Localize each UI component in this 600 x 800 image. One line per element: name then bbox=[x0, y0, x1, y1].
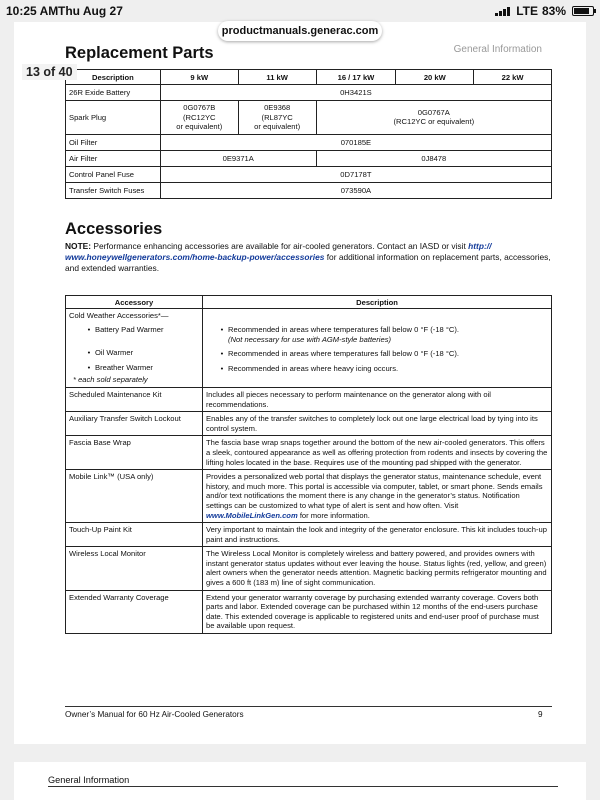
col-header: Accessory bbox=[66, 296, 203, 309]
battery-icon bbox=[572, 6, 594, 16]
next-page-divider bbox=[48, 786, 558, 787]
page-section-header: General Information bbox=[453, 44, 542, 55]
signal-icon bbox=[495, 6, 510, 16]
row-label: Transfer Switch Fuses bbox=[66, 182, 161, 198]
bullet-icon: • bbox=[87, 324, 91, 334]
col-header: Description bbox=[203, 296, 552, 309]
mobile-link-url[interactable]: www.MobileLinkGen.com bbox=[206, 510, 298, 520]
table-row bbox=[66, 387, 552, 411]
replacement-parts-heading: Replacement Parts bbox=[65, 44, 214, 62]
bullet-icon: • bbox=[220, 363, 224, 373]
part-number: 073590A bbox=[160, 182, 551, 198]
accessory-description bbox=[203, 470, 552, 523]
replacement-parts-table bbox=[65, 69, 552, 199]
table-header-row bbox=[66, 70, 552, 85]
col-header: 11 kW bbox=[238, 70, 316, 85]
note-label: NOTE: bbox=[65, 241, 92, 251]
part-code: 0E9368 bbox=[264, 103, 291, 112]
part-number bbox=[238, 101, 316, 135]
row-label: Control Panel Fuse bbox=[66, 166, 161, 182]
part-equivalent: (RC12YC or equivalent) bbox=[393, 117, 475, 127]
list-item: • Recommended in areas where temperatures fall below 0 °F (-18 °C). bbox=[206, 349, 548, 359]
accessory-name: Extended Warranty Coverage bbox=[66, 590, 203, 633]
accessories-note bbox=[65, 241, 555, 275]
accessory-name: Touch-Up Paint Kit bbox=[66, 523, 203, 547]
accessory-description: Very important to maintain the look and integrity of the generator enclosure. This kit includes touch-up paint and instructions. bbox=[203, 523, 552, 547]
list-item: • Battery Pad Warmer bbox=[69, 325, 199, 335]
list-item: • Recommended in areas where heavy icing occurs. bbox=[206, 364, 548, 374]
list-item: • Recommended in areas where temperatures fall below 0 °F (-18 °C). bbox=[206, 325, 548, 335]
accessories-link[interactable]: www.honeywellgenerators.com/home-backup-power/accessories bbox=[65, 252, 325, 263]
col-header: 22 kW bbox=[474, 70, 552, 85]
description-text: Provides a personalized web portal that displays the generator status, maintenance schedule, event history, and much more. This portal is accessible via computer, tablet, or smart phone. Sends emails and/or text notifications the moment there is any change in the generator’s status. Notification settings can be customized to what type of alert is sent and how often. Visit bbox=[206, 472, 543, 510]
desc-note: (Not necessary for use with AGM-style batteries) bbox=[228, 334, 392, 344]
list-item: • Breather Warmer bbox=[69, 363, 199, 373]
table-row bbox=[66, 309, 552, 388]
bullet-icon: • bbox=[220, 349, 224, 359]
network-label: LTE bbox=[516, 4, 538, 18]
accessory-name: Scheduled Maintenance Kit bbox=[66, 387, 203, 411]
status-bar bbox=[0, 0, 600, 22]
accessory-name: Wireless Local Monitor bbox=[66, 547, 203, 590]
accessory-name bbox=[66, 309, 203, 388]
status-time: 10:25 AM bbox=[6, 4, 59, 18]
footnote: * each sold separately bbox=[73, 375, 148, 385]
status-date: Thu Aug 27 bbox=[58, 4, 123, 18]
row-label: 26R Exide Battery bbox=[66, 85, 161, 101]
table-row bbox=[66, 470, 552, 523]
part-number: 0H3421S bbox=[160, 85, 551, 101]
row-label: Air Filter bbox=[66, 150, 161, 166]
table-row bbox=[66, 166, 552, 182]
footer-manual-title: Owner’s Manual for 60 Hz Air-Cooled Generators bbox=[65, 710, 244, 719]
accessories-link[interactable]: http:// bbox=[468, 241, 492, 251]
cold-weather-label: Cold Weather Accessories*— bbox=[69, 311, 169, 320]
part-number: 0D7178T bbox=[160, 166, 551, 182]
accessory-description bbox=[203, 309, 552, 388]
accessory-description: Includes all pieces necessary to perform maintenance on the generator along with oil recommendations. bbox=[203, 387, 552, 411]
accessory-name: Auxiliary Transfer Switch Lockout bbox=[66, 412, 203, 436]
part-number bbox=[160, 101, 238, 135]
page-indicator: 13 of 40 bbox=[22, 64, 77, 80]
bullet-icon: • bbox=[220, 325, 224, 334]
table-row bbox=[66, 101, 552, 135]
part-code: 0G0767A bbox=[417, 107, 450, 117]
accessory-description: The fascia base wrap snaps together around the bottom of the new air-cooled generators. This offers a sleek, contoured appearance as well as offering protection from rodents and insects by covering the lifting holes located in the base. Requires use of the mounting pad shipped with the generator. bbox=[203, 436, 552, 470]
next-page-section-header: General Information bbox=[48, 775, 130, 785]
note-text: for additional information on replacement parts, accessories, and extended warranties. bbox=[65, 252, 551, 274]
accessories-table bbox=[65, 295, 552, 634]
table-row bbox=[66, 150, 552, 166]
accessories-heading: Accessories bbox=[65, 220, 163, 238]
status-indicators bbox=[495, 4, 594, 18]
table-row bbox=[66, 436, 552, 470]
table-row bbox=[66, 134, 552, 150]
table-row bbox=[66, 412, 552, 436]
footer-page-number: 9 bbox=[538, 710, 543, 719]
part-number: 070185E bbox=[160, 134, 551, 150]
footer-divider bbox=[65, 706, 552, 707]
battery-percent: 83% bbox=[541, 4, 566, 18]
table-row bbox=[66, 547, 552, 590]
col-header: Description bbox=[66, 70, 161, 85]
col-header: 9 kW bbox=[160, 70, 238, 85]
accessory-name: Mobile Link™ (USA only) bbox=[66, 470, 203, 523]
row-label: Oil Filter bbox=[66, 134, 161, 150]
part-number: 0J8478 bbox=[316, 150, 551, 166]
part-number bbox=[316, 101, 551, 135]
accessory-name: Fascia Base Wrap bbox=[66, 436, 203, 470]
table-row bbox=[66, 590, 552, 633]
bullet-icon: • bbox=[87, 362, 91, 372]
table-row bbox=[66, 182, 552, 198]
accessory-description: Extend your generator warranty coverage by purchasing extended warranty coverage. Covers both parts and labor. Extended coverage can be purchased within 12 months of the end-users purchase date. This extended coverage is applicable to registered units and end-user proof of purchase must be available upon request. bbox=[203, 590, 552, 633]
table-row bbox=[66, 523, 552, 547]
note-text: Performance enhancing accessories are available for air-cooled generators. Contact an IASD or visit bbox=[91, 241, 469, 251]
table-row bbox=[66, 85, 552, 101]
table-header-row bbox=[66, 296, 552, 309]
part-equivalent: or equivalent) bbox=[254, 122, 301, 131]
row-label: Spark Plug bbox=[66, 101, 161, 135]
part-equivalent: (RC12YC bbox=[183, 112, 216, 122]
col-header: 16 / 17 kW bbox=[316, 70, 396, 85]
url-bar[interactable]: productmanuals.generac.com bbox=[218, 21, 382, 41]
list-item: • Oil Warmer bbox=[69, 348, 199, 358]
accessory-description: The Wireless Local Monitor is completely wireless and battery powered, and provides owners with instant generator status updates without ever leaving the house. Status lights (red, yellow, and green) alert owners when the generator needs attention. Magnetic backing permits refrigerator mounting and gives a 600 ft (183 m) line of sight communication. bbox=[203, 547, 552, 590]
part-number: 0E9371A bbox=[160, 150, 316, 166]
part-equivalent: or equivalent) bbox=[176, 122, 223, 131]
part-code: 0G0767B bbox=[183, 103, 216, 112]
description-text: for more information. bbox=[297, 510, 370, 520]
part-equivalent: (RL87YC bbox=[261, 112, 293, 122]
col-header: 20 kW bbox=[396, 70, 474, 85]
bullet-icon: • bbox=[87, 348, 91, 358]
accessory-description: Enables any of the transfer switches to completely lock out one large electrical load by tying into its control system. bbox=[203, 412, 552, 436]
